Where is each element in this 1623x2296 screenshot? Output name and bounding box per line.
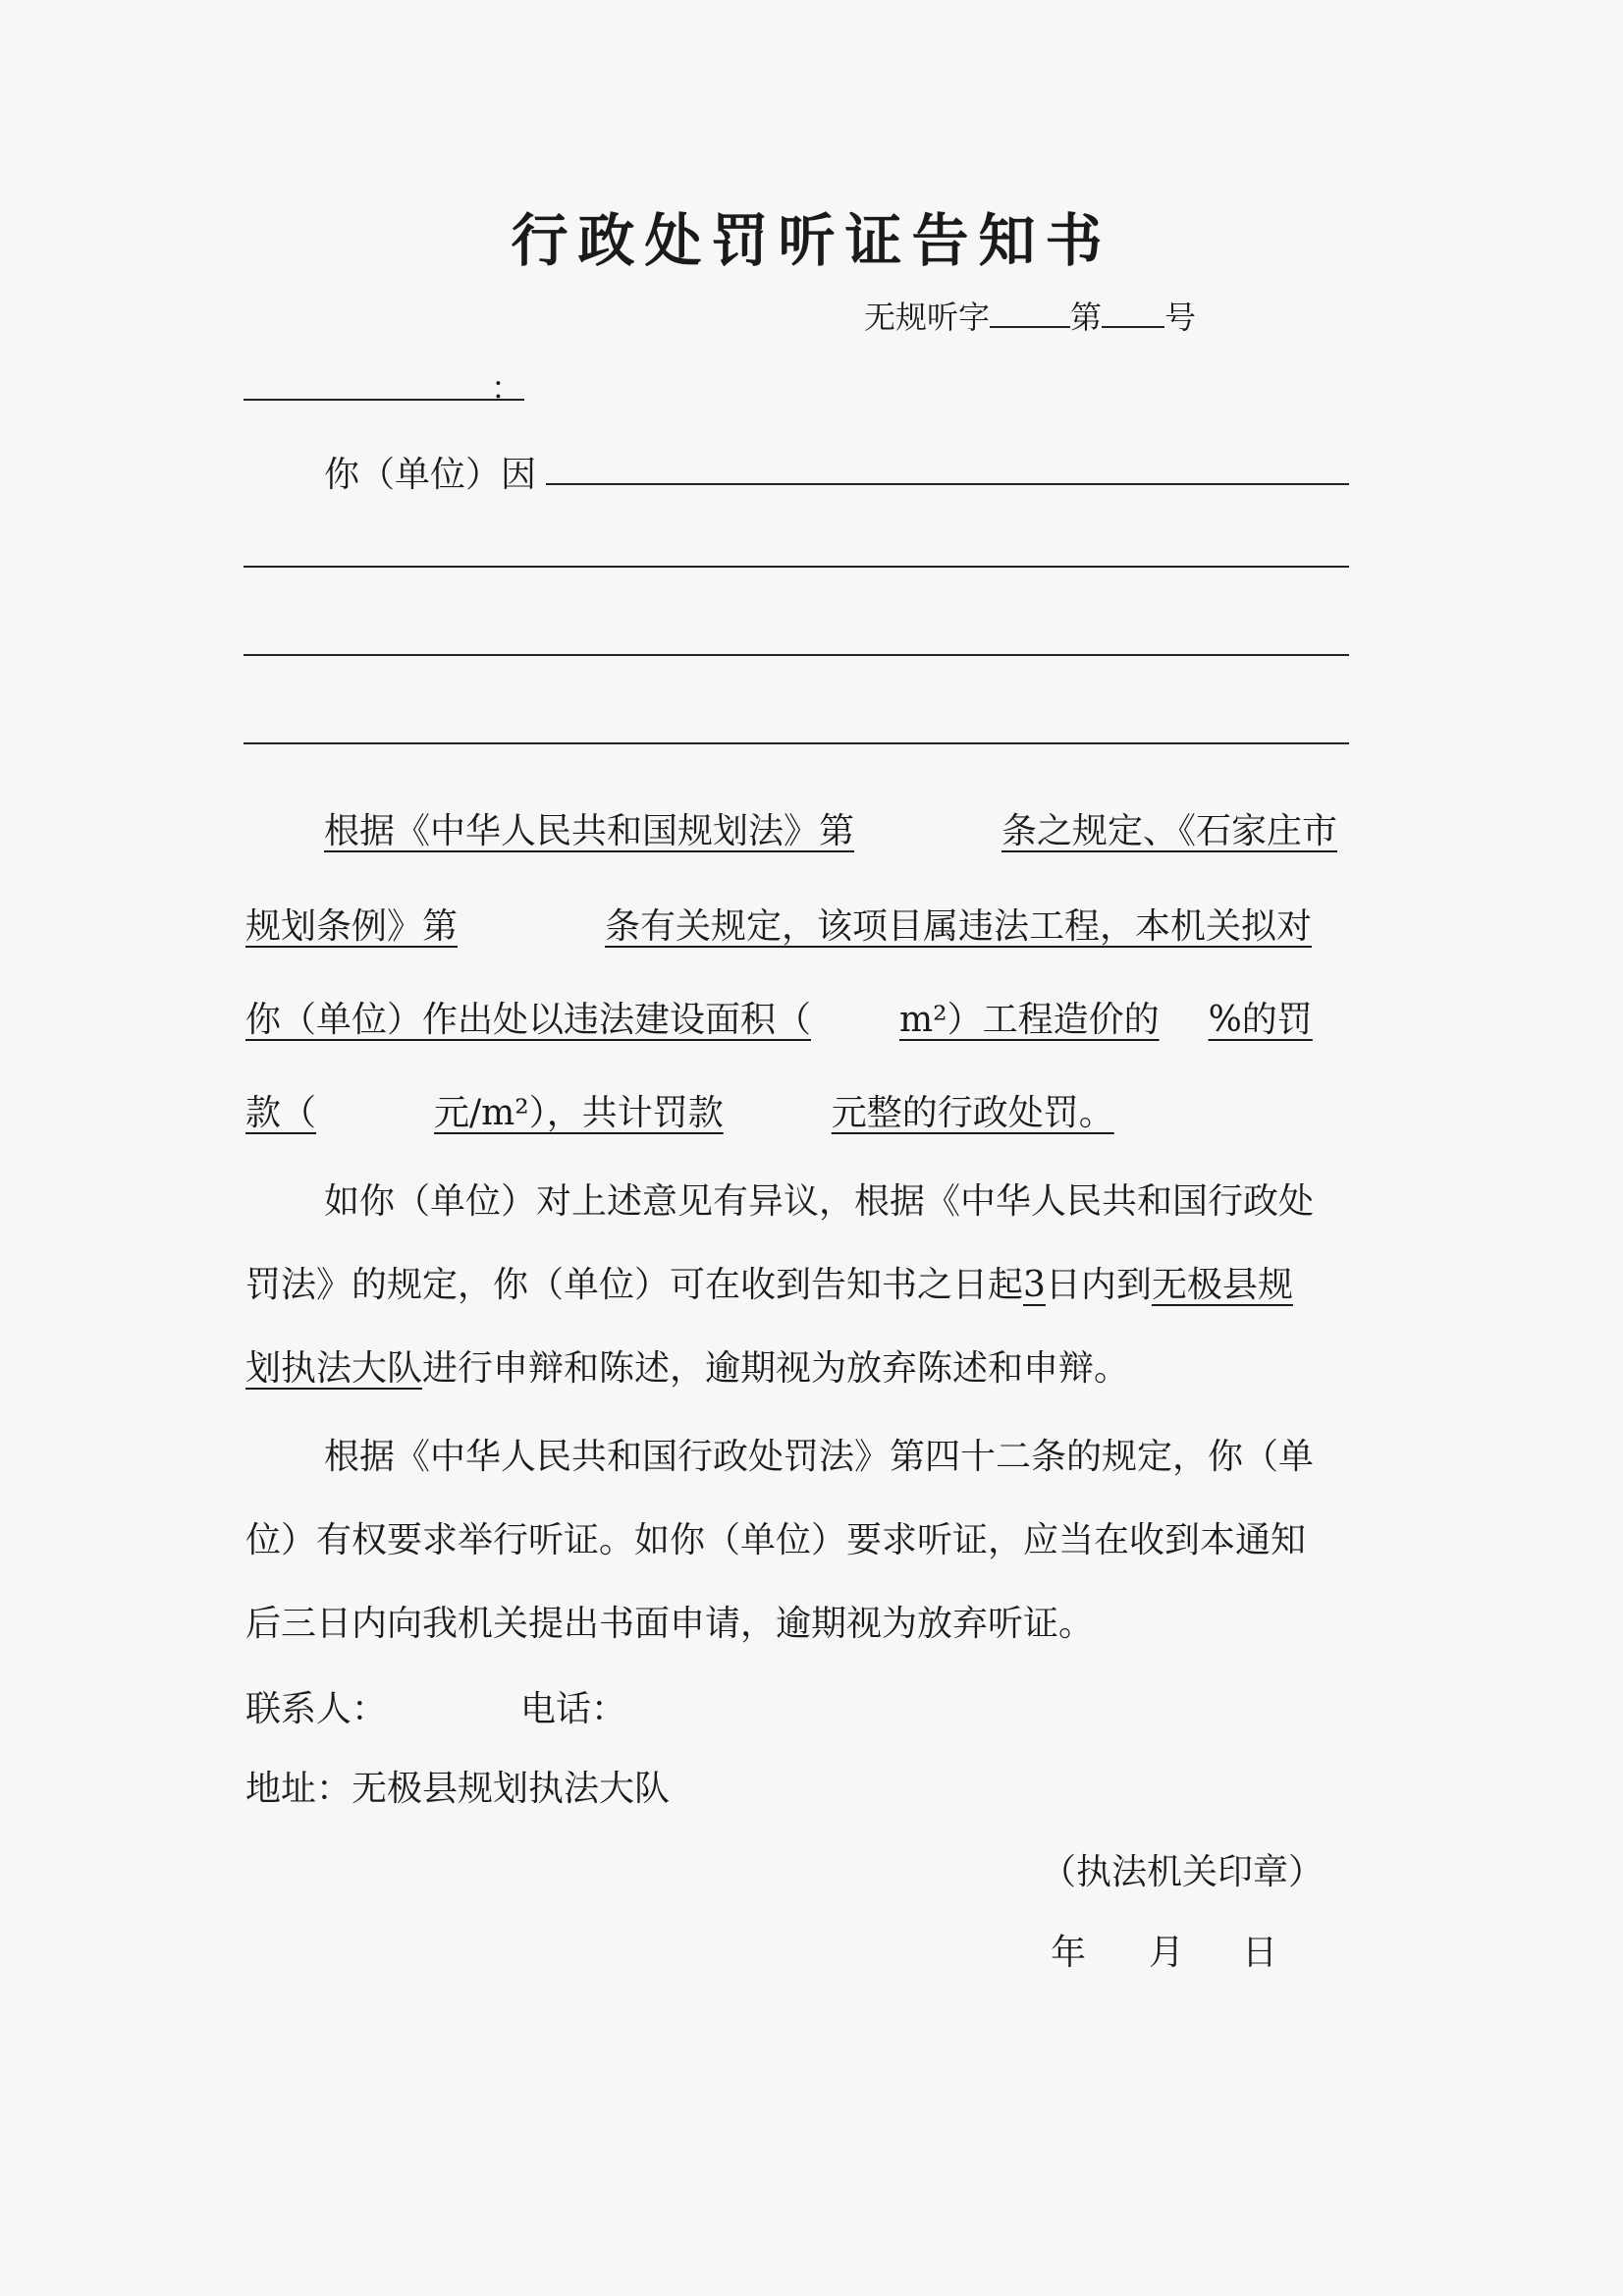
date-day: 日 (1242, 1933, 1278, 1973)
seal-label: （执法机关印章） (1041, 1852, 1325, 1892)
hearing-line-3: 后三日内向我机关提出书面申请，逾期视为放弃听证。 (245, 1604, 1095, 1644)
law-text: 根据《中华人民共和国规划法》第 (324, 811, 855, 851)
date-month: 月 (1149, 1933, 1185, 1973)
objection-org: 无极县规 (1151, 1265, 1293, 1305)
law-text: %的罚 (1208, 1000, 1313, 1040)
law-text: 条有关规定，该项目属违法工程，本机关拟对 (605, 906, 1313, 947)
addressee-blank[interactable] (243, 399, 524, 401)
law-text: 规划条例》第 (245, 906, 459, 947)
law-text: 条之规定、《石家庄市 (1001, 811, 1338, 851)
reason-blank-1[interactable] (546, 483, 1349, 485)
reason-prefix: 你（单位）因 (324, 455, 537, 495)
law-paragraph-line-3 (245, 992, 1313, 1042)
objection-text: 进行申辩和陈述，逾期视为放弃陈述和申辩。 (422, 1348, 1130, 1389)
law-text: 元整的行政处罚。 (831, 1093, 1114, 1133)
contact-phone-label: 电话： (520, 1689, 627, 1729)
address-line: 地址：无极县规划执法大队 (245, 1769, 671, 1809)
objection-days: 3 (1023, 1265, 1046, 1305)
hearing-line-2: 位）有权要求举行听证。如你（单位）要求听证，应当在收到本通知 (245, 1520, 1307, 1560)
reason-blank-2[interactable] (243, 566, 1349, 568)
addressee-colon: ： (491, 369, 523, 407)
contact-person-label: 联系人： (245, 1689, 388, 1729)
document-number (864, 293, 1196, 338)
doc-number-prefix: 无规听字 (864, 299, 991, 336)
hearing-line-1: 根据《中华人民共和国行政处罚法》第四十二条的规定，你（单 (324, 1437, 1315, 1477)
law-paragraph-line-4 (245, 1085, 1114, 1135)
law-text: 你（单位）作出处以违法建设面积（ (245, 1000, 812, 1040)
reason-blank-3[interactable] (243, 654, 1349, 656)
objection-line-2 (245, 1257, 1293, 1307)
objection-org: 划执法大队 (245, 1348, 423, 1389)
objection-line-3 (245, 1340, 1129, 1391)
law-text: m²）工程造价的 (899, 1000, 1160, 1040)
law-text: 款（ (245, 1093, 317, 1133)
objection-line-1: 如你（单位）对上述意见有异议，根据《中华人民共和国行政处 (324, 1181, 1315, 1222)
doc-number-mid: 第 (1070, 299, 1103, 336)
doc-number-year-blank[interactable] (990, 297, 1070, 328)
objection-text: 日内到 (1045, 1265, 1152, 1305)
doc-number-serial-blank[interactable] (1102, 297, 1164, 328)
objection-text: 罚法》的规定，你（单位）可在收到告知书之日起 (245, 1265, 1024, 1305)
law-text: 元/m²），共计罚款 (434, 1093, 724, 1133)
doc-number-suffix: 号 (1164, 299, 1197, 336)
law-paragraph-line-2 (245, 899, 1312, 949)
reason-blank-4[interactable] (243, 742, 1349, 744)
document-title: 行政处罚听证告知书 (511, 207, 1112, 274)
date-year: 年 (1051, 1933, 1087, 1973)
law-paragraph-line-1 (324, 803, 1337, 853)
